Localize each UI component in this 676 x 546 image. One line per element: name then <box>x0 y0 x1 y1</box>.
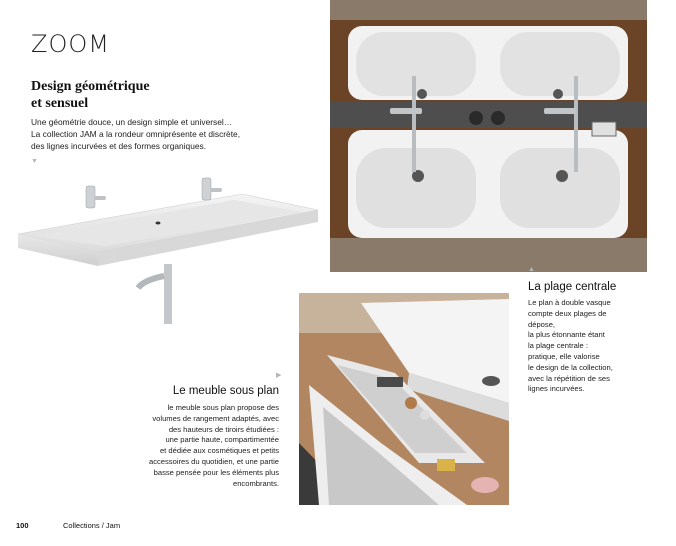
plage-line: compte deux plages de <box>528 308 607 318</box>
intro-line: Une géométrie douce, un design simple et universel… <box>31 117 233 127</box>
plage-line: la plus étonnante étant <box>528 330 605 340</box>
meuble-paragraph <box>109 403 279 489</box>
up-arrow-icon: ▲ <box>528 266 535 273</box>
plage-line: le design de la collection, <box>528 362 613 372</box>
meuble-line: volumes de rangement adaptés, avec <box>152 413 279 423</box>
meuble-line: accessoires du quotidien, et une partie <box>148 456 279 466</box>
plage-line: la plage centrale : <box>528 341 588 351</box>
meuble-line: des hauteurs de tiroirs étudiées : <box>168 424 279 434</box>
plage-line: dépose, <box>528 319 556 329</box>
plage-line: avec la répétition de ses <box>528 373 610 383</box>
section-heading <box>31 78 231 112</box>
meuble-line: et dédiée aux cosmétiques et petits <box>159 446 279 456</box>
footer-section: Collections / Jam <box>63 521 121 530</box>
heading-line: et sensuel <box>31 96 89 111</box>
meuble-line: encombrants. <box>232 478 279 488</box>
intro-paragraph <box>31 116 311 152</box>
meuble-title: Le meuble sous plan <box>172 385 279 397</box>
page-number: 100 <box>16 521 29 530</box>
plage-line: lignes incurvées. <box>528 384 585 394</box>
right-arrow-icon: ▶ <box>276 372 282 379</box>
down-arrow-icon: ▼ <box>31 158 38 165</box>
plage-title: La plage centrale <box>528 281 617 293</box>
intro-line: des lignes incurvées et des formes organiques. <box>31 141 207 151</box>
plage-line: Le plan à double vasque <box>528 298 611 307</box>
page-title: ZOOM <box>31 30 110 58</box>
plage-paragraph <box>528 298 648 395</box>
meuble-line: une partie haute, compartimentée <box>165 435 279 445</box>
vanity-photo <box>299 293 509 505</box>
meuble-line: basse pensée pour les éléments plus <box>153 467 279 477</box>
basin-photo <box>12 176 322 326</box>
intro-line: La collection JAM a la rondeur omniprésente et discrète, <box>31 129 241 139</box>
plage-line: pratique, elle valorise <box>528 351 600 361</box>
heading-line: Design géométrique <box>31 79 150 94</box>
meuble-line: le meuble sous plan propose des <box>167 403 279 412</box>
double-basin-photo <box>330 0 647 272</box>
